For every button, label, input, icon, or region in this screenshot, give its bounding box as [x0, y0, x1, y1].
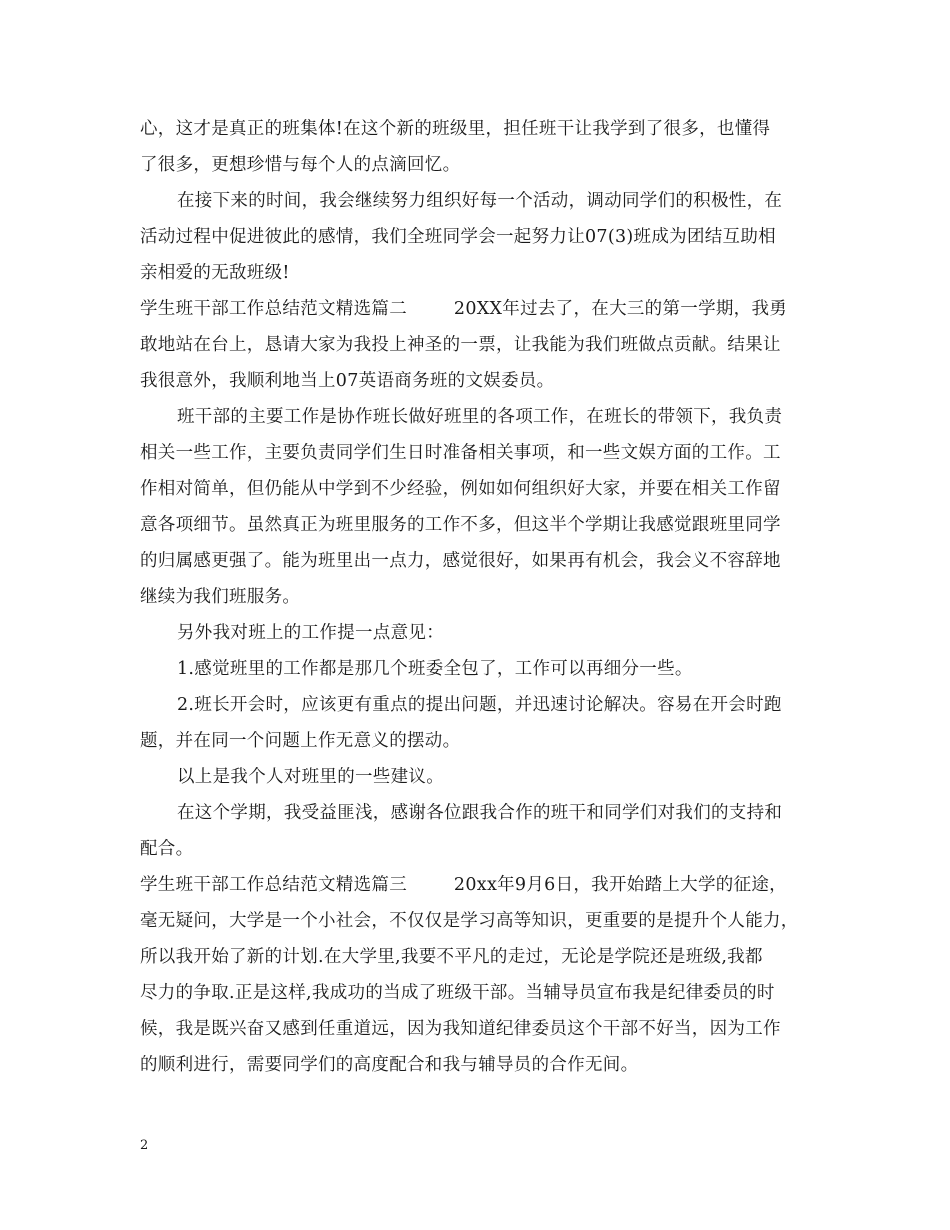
- text-line: 相关一些工作，主要负责同学们生日时准备相关事项，和一些文娱方面的工作。工: [140, 443, 781, 463]
- text-line: 作相对简单，但仍能从中学到不少经验，例如如何组织好大家，并要在相关工作留: [140, 479, 781, 499]
- list-item: 1.感觉班里的工作都是那几个班委全包了，工作可以再细分一些。: [177, 659, 693, 679]
- page-number: 2: [140, 1138, 149, 1153]
- text-line: 了很多，更想珍惜与每个人的点滴回忆。: [140, 155, 461, 175]
- section-heading-line: 学生班干部工作总结范文精选篇三 20xx年9月6日，我开始踏上大学的征途，: [140, 875, 787, 895]
- text-line: 班干部的主要工作是协作班长做好班里的各项工作，在班长的带领下，我负责: [177, 407, 783, 427]
- text-line: 毫无疑问，大学是一个小社会，不仅仅是学习高等知识，更重要的是提升个人能力，: [140, 911, 799, 931]
- text-line: 配合。: [140, 839, 194, 859]
- text-line: 活动过程中促进彼此的感情，我们全班同学会一起努力让07(3)班成为团结互助相: [140, 227, 776, 247]
- text-line: 候，我是既兴奋又感到任重道远，因为我知道纪律委员这个干部不好当，因为工作: [140, 1019, 781, 1039]
- text-line: 我很意外，我顺利地当上07英语商务班的文娱委员。: [140, 371, 555, 391]
- text-line: 尽力的争取.正是这样,我成功的当成了班级干部。当辅导员宣布我是纪律委员的时: [140, 983, 775, 1003]
- text-line: 的归属感更强了。能为班里出一点力，感觉很好，如果再有机会，我会义不容辞地: [140, 551, 781, 571]
- text-line: 继续为我们班服务。: [140, 587, 301, 607]
- text-line: 以上是我个人对班里的一些建议。: [177, 767, 444, 787]
- text-line: 在这个学期，我受益匪浅，感谢各位跟我合作的班干和同学们对我们的支持和: [177, 803, 783, 823]
- text-line: 所以我开始了新的计划.在大学里,我要不平凡的走过，无论是学院还是班级,我都: [140, 947, 763, 967]
- text-line: 敢地站在台上，恳请大家为我投上神圣的一票，让我能为我们班做点贡献。结果让: [140, 335, 781, 355]
- text-line: 在接下来的时间，我会继续努力组织好每一个活动，调动同学们的积极性，在: [177, 191, 783, 211]
- text-line: 题，并在同一个问题上作无意义的摆动。: [140, 731, 461, 751]
- list-item: 2.班长开会时，应该更有重点的提出问题，并迅速讨论解决。容易在开会时跑: [177, 695, 782, 715]
- text-line: 另外我对班上的工作提一点意见：: [177, 623, 444, 643]
- text-line: 意各项细节。虽然真正为班里服务的工作不多，但这半个学期让我感觉跟班里同学: [140, 515, 781, 535]
- text-line: 心，这才是真正的班集体!在这个新的班级里，担任班干让我学到了很多，也懂得: [140, 119, 771, 139]
- text-line: 亲相爱的无敌班级!: [140, 263, 290, 283]
- text-line: 的顺利进行，需要同学们的高度配合和我与辅导员的合作无间。: [140, 1055, 639, 1075]
- section-heading-line: 学生班干部工作总结范文精选篇二 20XX年过去了，在大三的第一学期，我勇: [140, 299, 788, 319]
